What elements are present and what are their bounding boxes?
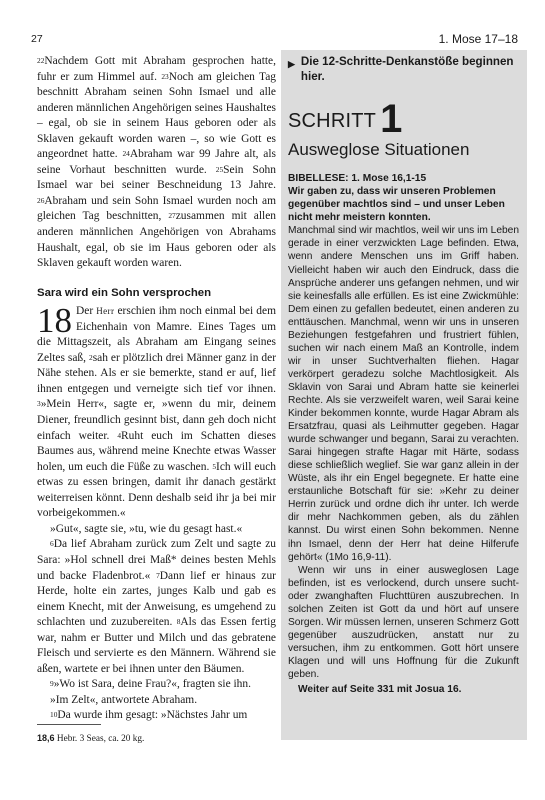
- verse-paragraph: [37, 537, 276, 677]
- verse-number: 8: [176, 617, 181, 627]
- step-number: 1: [380, 97, 403, 142]
- verse-number: 7: [156, 570, 160, 580]
- verse-number: 4: [117, 430, 122, 440]
- verse-number: 23: [161, 71, 169, 81]
- verse-text: Nachdem Gott mit Abraham gesprochen hatte, fuhr er zum Himmel auf.: [37, 55, 276, 83]
- verse-number: 25: [215, 164, 224, 174]
- page-number: 27: [31, 33, 43, 45]
- bibellese-reference: BIBELLESE: 1. Mose 16,1-15: [288, 173, 427, 185]
- verse-text: Abraham und sein Sohn Ismael wurden noch am gleichen Tag beschnitten,: [37, 194, 276, 223]
- running-header-reference: 1. Mose 17–18: [438, 32, 518, 46]
- verse-number: 5: [212, 461, 217, 471]
- verse-number: 22: [37, 56, 45, 65]
- devotional-paragraph: Wenn wir uns in einer ausweglosen Lage befinden, ist es verlockend, durch unsere sucht- oder zwanghaften Fluchttüren auszubrechen. In solchen Zeiten ist Gott da und hört auf unsere Sorgen. Wir müssen lernen, unseren Schmerz Gott gegenüber auszudrücken, anstatt nur zu versuchen, ihm zu entkommen. Gott hört unsere Klagen und will uns Hoffnung für die Zukunft geben.: [288, 564, 520, 680]
- triangle-arrow-icon: ▶: [288, 59, 295, 69]
- verse-text: zusammen mit allen anderen männlichen Angehörigen von Abrahams Haushalt, egal, ob sie im Haus geboren oder als Sklaven gekauft worden waren.: [37, 210, 277, 270]
- section-heading: Sara wird ein Sohn versprochen: [37, 286, 212, 299]
- footnote-divider: [37, 724, 101, 725]
- verse-number: 26: [37, 195, 45, 205]
- verse-paragraph: [37, 708, 276, 724]
- step-label: SCHRITT: [288, 110, 377, 133]
- step-title: Ausweglose Situationen: [288, 140, 470, 160]
- intro-text: Die 12-Schritte-Denkanstöße beginnen hier.: [300, 55, 514, 83]
- verse-text: Noch am gleichen Tag beschnitt Abraham seinen Sohn Ismael und alle anderen männlichen Angehörigen seines Haushaltes – egal, ob sie in seinem Haus geboren oder als Sklaven gekauft worden waren –, so wie Gott es angeordnet hatte.: [37, 70, 276, 161]
- verse-number: 10: [50, 710, 58, 720]
- intro-line: [288, 55, 519, 84]
- verse-number: 24: [122, 149, 130, 159]
- verse-text: Sein Sohn Ismael war bei seiner Beschneidung 13 Jahre.: [37, 163, 276, 192]
- footnote: [37, 733, 276, 744]
- step-statement: Wir gaben zu, dass wir unseren Problemen gegenüber machtlos sind – und unser Leben nicht mehr meistern konnten.: [288, 186, 505, 224]
- devotional-paragraph: Manchmal sind wir machtlos, weil wir uns im Leben gerade in einer verzwickten Lage befinden. Etwa, wenn andere Menschen uns im Griff haben. Vielleicht haben wir auch den Eindruck, dass die Ansprüche anderer uns gefangen nehmen, und wir sie keinesfalls alle erfüllen. Es ist eine Zwickmühle: Dem einen zu gefallen bedeutet, einen anderen zu enttäuschen. Manchmal, wenn wir uns in unseren Beziehungen festgefahren und frustriert fühlen, suchen wir nach einem Maß an Kontrolle, indem wir in unser Suchtverhalten fliehen. Hagar verkörpert geradezu solche Machtlosigkeit. Als Sklavin von Sarai und Abram hatte sie keinerlei Rechte. Als sie verzweifelt waren, weil Sarai keine Kinder bekommen konnte, wurde Hagar Abram als Ersatzfrau, quasi als Leihmutter gegeben. Hagar wurde schwanger und begann, Sarai zu verachten. Sarai hingegen strafte Hagar mit Härte, sodass diese schließlich weglief. Sie war ganz allein in der Wüste, als ihr ein Engel begegnete. Er hatte eine erstaunliche Botschaft für sie: »Kehr zu deiner Herrin zurück und ordne dich ihr unter. Ich werde dir mehr Nachkommen geben, als du zählen kannst. Du wirst einen Sohn bekommen. Nenne ihn Ismael, denn der Herr hat deine Hilferufe gehört« (1Mo 16,9-11).: [288, 225, 519, 563]
- verse-text: Herr: [96, 306, 115, 317]
- continue-reference: Weiter auf Seite 331 mit Josua 16.: [298, 684, 462, 696]
- verse-text: Da wurde ihm gesagt: »Nächstes Jahr um: [57, 709, 248, 722]
- verse-paragraph: »Im Zelt«, antwortete Abraham.: [50, 693, 198, 706]
- verse-paragraph: »Gut«, sagte sie, »tu, wie du gesagt hast.«: [50, 522, 243, 535]
- verse-number: 9: [50, 679, 54, 689]
- verse-text: »Mein Herr«, sagte er, »wenn du mir, deinem Diener, freundlich gesinnt bist, dann geh doch nicht einfach weiter.: [37, 398, 276, 442]
- chapter-18-opening: [37, 301, 277, 522]
- step-heading: [288, 97, 519, 142]
- verses-17-22-27: [37, 54, 276, 272]
- verse-number: 27: [168, 211, 176, 221]
- verse-text: erschien ihm noch einmal bei dem Eichenhain von Mamre. Eines Tages um die Mittagszeit, als Abraham am Eingang seines Zeltes saß,: [37, 305, 276, 364]
- verse-paragraph: [37, 677, 276, 693]
- devotional-text: [288, 224, 519, 681]
- verse-text: Ruht euch im Schatten dieses Baumes aus, während meine Knechte etwas Wasser holen, um euch die Füße zu waschen.: [37, 429, 276, 473]
- verse-text: »Wo ist Sara, deine Frau?«, fragten sie ihn.: [53, 678, 251, 691]
- verse-text: Dann lief er hinaus zur Herde, holte ein zartes, junges Kalb und gab es einem Knecht, mit der Anweisung, es umgehend zu schlachten und zuzubereiten.: [37, 569, 276, 629]
- verse-number: 6: [50, 539, 54, 549]
- verse-number: 3: [37, 399, 41, 409]
- step-sidebar-box: [281, 50, 527, 740]
- verse-text: Der: [76, 305, 97, 318]
- verse-text: sah er plötzlich drei Männer ganz in der Nähe stehen. Als er sie bemerkte, stand er auf, lief ihnen entgegen und verneigte sich tief vor ihnen.: [37, 351, 277, 395]
- bible-text-column: [37, 54, 276, 724]
- verse-number: 2: [88, 352, 93, 362]
- footnote-text: Hebr. 3 Seas, ca. 20 kg.: [54, 734, 145, 744]
- verse-text: Abraham war 99 Jahre alt, als seine Vorhaut beschnitten wurde.: [37, 148, 276, 176]
- chapter-number: 18: [37, 301, 72, 341]
- footnote-reference: 18,6: [37, 733, 55, 743]
- verse-text: Ich will euch etwas zu essen bringen, damit ihr danach gestärkt weiterreisen könnt. Denn deshalb seid ihr ja bei mir vorbeigekommen.«: [37, 460, 276, 520]
- verse-text: Da lief Abraham zurück zum Zelt und sagte zu Sara: »Hol schnell drei Maß* deines besten Mehls und backe Fladenbrot.«: [37, 538, 276, 582]
- verse-text: Als das Essen fertig war, nahm er Butter und Milch und das gebratene Fleisch und servierte es den Männern. Während sie aßen, wartete er bei ihnen unter den Bäumen.: [37, 616, 276, 675]
